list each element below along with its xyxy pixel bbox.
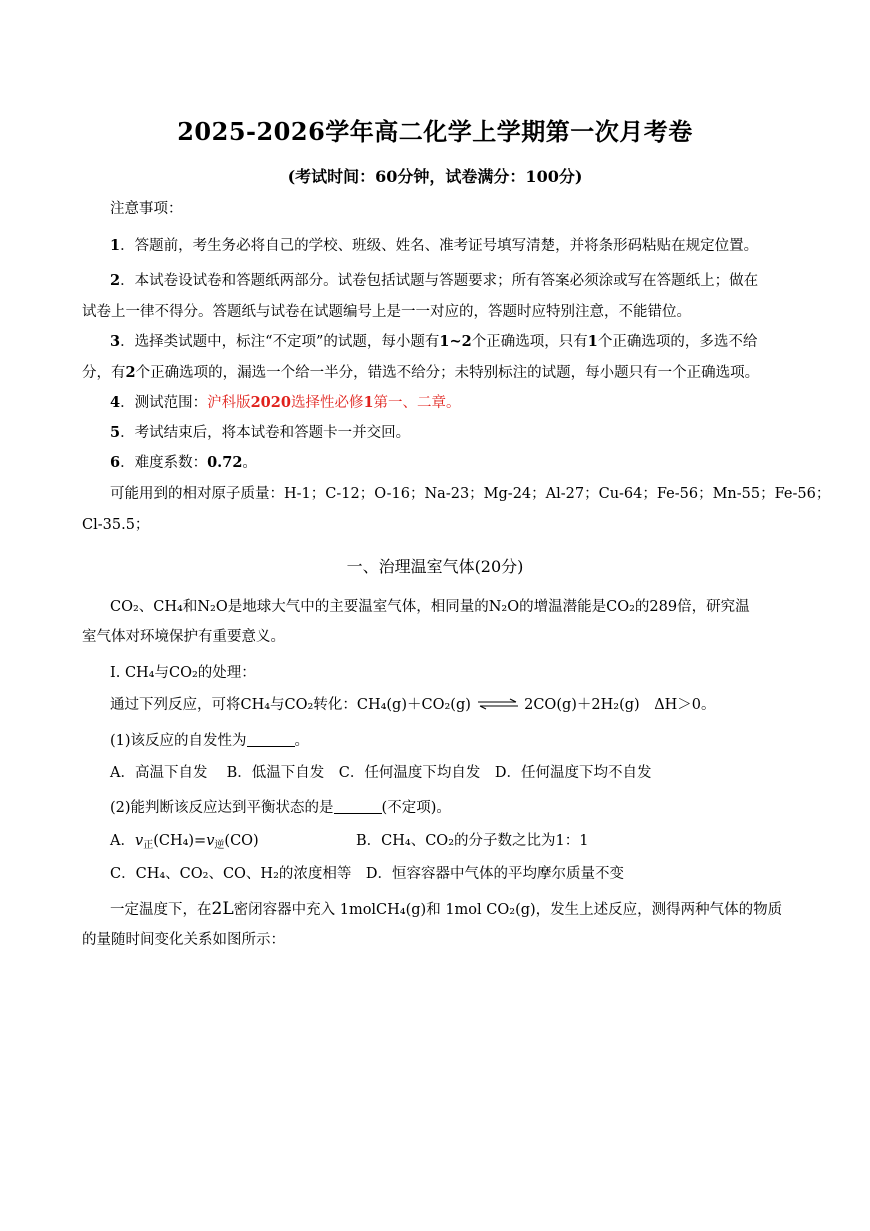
scope-text: 选择性必修 xyxy=(290,395,364,411)
scope-text: 沪科版 xyxy=(207,395,251,411)
part-1-heading: I. CH₄与CO₂的处理： xyxy=(110,665,256,681)
reaction-reactants: 通过下列反应，可将CH₄与CO₂转化：CH₄(g)＋CO₂(g) xyxy=(110,697,471,713)
scope-text: 2020 xyxy=(250,394,291,411)
difficulty-value: 0.72 xyxy=(207,454,243,471)
notice-item-2-line-2: 试卷上一律不得分。答题纸与试卷在试题编号上是一一对应的，答题时应特别注意，不能错位。 xyxy=(82,304,691,320)
option-text: (CH₄)= xyxy=(153,833,207,849)
notice-item-4 xyxy=(110,394,792,412)
exam-title: 2025-2026学年高二化学上学期第一次月考卷 xyxy=(177,117,693,146)
question-2-option-b: B．CH₄、CO₂的分子数之比为1：1 xyxy=(356,833,589,849)
answer-blank[interactable] xyxy=(334,799,382,814)
condition-line-1 xyxy=(110,900,792,919)
option-label: A． xyxy=(110,833,135,849)
rate-symbol: v xyxy=(134,833,144,849)
item-text: ．本试卷设试卷和答题纸两部分。试卷包括试题与答题要求；所有答案必须涂或写在答题纸上；做在 xyxy=(120,273,759,289)
item-text: 分，有 xyxy=(82,365,126,381)
item-number: 5 xyxy=(110,424,121,441)
question-text: 。 xyxy=(294,733,310,749)
question-text: (1)该反应的自发性为 xyxy=(110,733,247,749)
atomic-mass-line-1: 可能用到的相对原子质量：H-1；C-12；O-16；Na-23；Mg-24；Al-27；Cu-64；Fe-56；Mn-55；Fe-56； xyxy=(110,486,831,502)
condition-text: 一定温度下，在 xyxy=(110,902,212,918)
item-text-bold: 1 xyxy=(587,333,598,350)
item-text: 个正确选项的，漏选一个给一半分，错选不给分；未特别标注的试题，每小题只有一个正确选项。 xyxy=(135,365,760,381)
option-text: (CO) xyxy=(224,833,259,849)
intro-line-1: CO₂、CH₄和N₂O是地球大气中的主要温室气体，相同量的N₂O的增温潜能是CO₂的289倍，研究温 xyxy=(110,599,750,615)
notice-item-1 xyxy=(110,237,792,255)
item-number: 2 xyxy=(110,272,121,289)
notice-item-2-line-1 xyxy=(110,272,792,290)
notice-item-6 xyxy=(110,454,792,472)
intro-line-2: 室气体对环境保护有重要意义。 xyxy=(82,629,285,645)
item-number: 6 xyxy=(110,454,121,471)
scope-text: 第一、二章。 xyxy=(373,395,461,411)
item-text: 。 xyxy=(242,455,257,471)
answer-blank[interactable] xyxy=(247,732,295,747)
item-text: 个正确选项的，多选不给 xyxy=(597,334,758,350)
item-text: ．难度系数： xyxy=(120,455,208,471)
notice-heading: 注意事项： xyxy=(110,201,183,217)
section-title: 一、治理温室气体(20分) xyxy=(346,557,524,576)
question-2 xyxy=(110,799,792,817)
item-text: ．答题前，考生务必将自己的学校、班级、姓名、准考证号填写清楚，并将条形码粘贴在规定位置。 xyxy=(120,238,759,254)
item-text: ．测试范围： xyxy=(120,395,208,411)
exam-subtitle: (考试时间：60分钟，试卷满分：100分) xyxy=(287,167,583,186)
item-number: 3 xyxy=(110,333,121,350)
item-number: 1 xyxy=(110,237,121,254)
atomic-mass-line-2: Cl-35.5； xyxy=(82,517,150,533)
item-number: 4 xyxy=(110,394,121,411)
item-text-bold: 1~2 xyxy=(439,333,472,350)
reaction-line xyxy=(110,696,792,714)
notice-item-3-line-1 xyxy=(110,333,792,351)
item-text: ．考试结束后，将本试卷和答题卡一并交回。 xyxy=(120,425,411,441)
notice-item-5 xyxy=(110,424,792,442)
reaction-products: 2CO(g)＋2H₂(g) ΔH＞0。 xyxy=(524,697,716,713)
item-text-bold: 2 xyxy=(125,364,136,381)
rate-subscript: 正 xyxy=(143,840,154,851)
equilibrium-arrow-icon xyxy=(476,697,520,711)
condition-text: 密闭容器中充入 1molCH₄(g)和 1mol CO₂(g)，发生上述反应，测得两种气体的物质 xyxy=(233,902,783,918)
question-1 xyxy=(110,732,792,750)
question-text: (2)能判断该反应达到平衡状态的是 xyxy=(110,800,334,816)
question-2-options-cd: C．CH₄、CO₂、CO、H₂的浓度相等 D．恒容容器中气体的平均摩尔质量不变 xyxy=(110,866,625,882)
volume-value: 2L xyxy=(211,899,234,919)
item-text: ．选择类试题中，标注“不定项”的试题，每小题有 xyxy=(120,334,440,350)
item-text: 个正确选项，只有 xyxy=(471,334,588,350)
notice-item-3-line-2 xyxy=(82,364,792,382)
rate-symbol: v xyxy=(206,833,215,849)
question-1-options: A．高温下自发 B．低温下自发 C．任何温度下均自发 D．任何温度下均不自发 xyxy=(110,765,652,781)
rate-subscript: 逆 xyxy=(214,840,225,851)
condition-line-2: 的量随时间变化关系如图所示： xyxy=(82,932,285,948)
question-text: (不定项)。 xyxy=(381,800,451,816)
scope-text: 1 xyxy=(363,394,374,411)
